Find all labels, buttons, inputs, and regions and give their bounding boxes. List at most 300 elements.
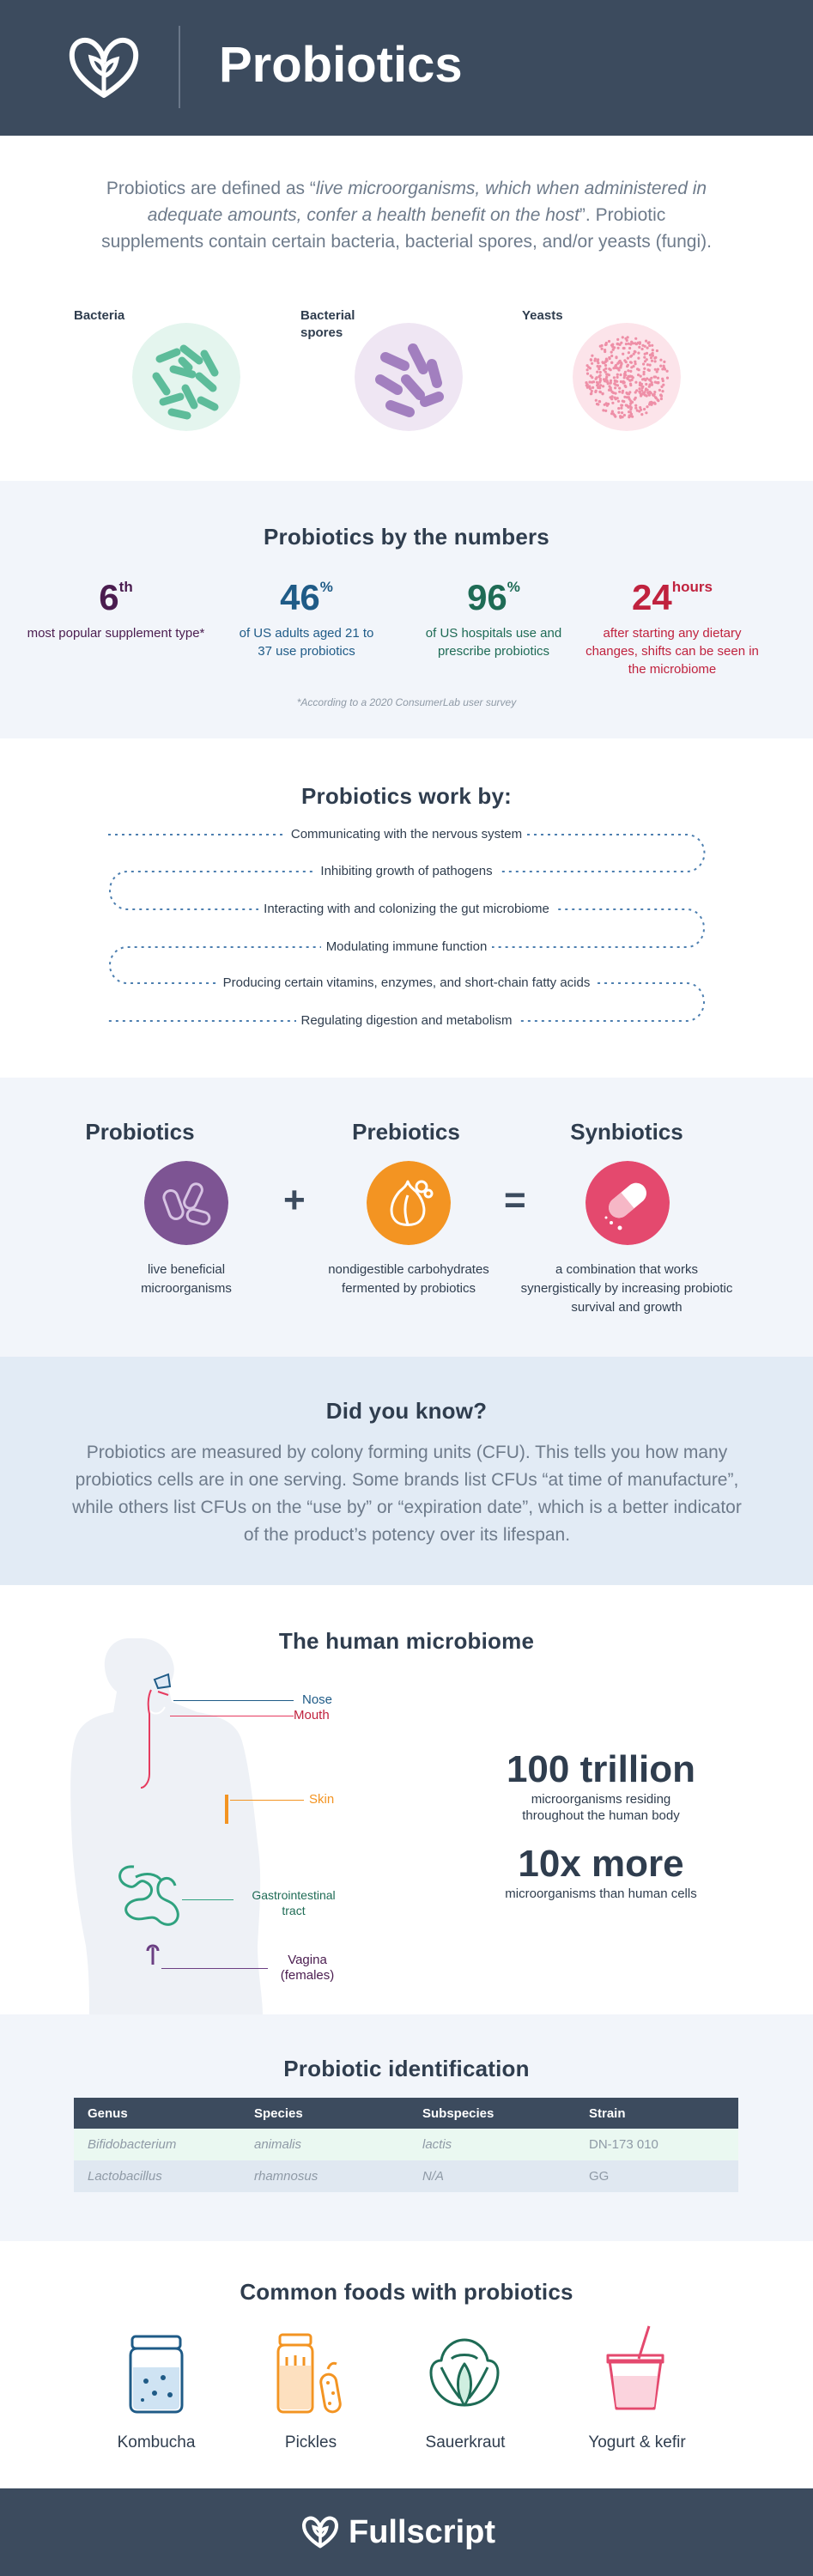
yeast-dot xyxy=(610,396,612,398)
human-body-silhouette xyxy=(0,1585,412,2014)
numbers-footnote: *According to a 2020 ConsumerLab user survey xyxy=(296,696,517,708)
bacterial-spores-icon xyxy=(355,323,463,431)
yeast-dot xyxy=(638,346,640,349)
yeast-dot xyxy=(616,397,619,399)
yeast-dot xyxy=(614,397,616,399)
yeast-dot xyxy=(610,382,612,385)
yeast-dot xyxy=(598,368,600,370)
yeast-dot xyxy=(646,363,649,366)
yeast-dot xyxy=(622,392,624,394)
yeast-dot xyxy=(654,368,657,371)
microbiome-stats xyxy=(464,1748,738,1902)
yeast-dot xyxy=(608,388,610,391)
yeast-dot xyxy=(604,380,606,382)
yeast-dot xyxy=(593,359,596,361)
yeast-dot xyxy=(624,337,627,340)
yeast-dot xyxy=(660,398,663,400)
yeast-dot xyxy=(634,407,637,410)
yeast-dot xyxy=(586,373,589,375)
plus-sign: + xyxy=(283,1179,306,1221)
foods-section xyxy=(0,2241,813,2488)
stat-label: of US hospitals use and prescribe probiotics xyxy=(425,626,562,659)
works-item: Producing certain vitamins, enzymes, and short-chain fatty acids xyxy=(0,975,813,990)
yeast-dot xyxy=(610,368,612,371)
stat-value: 24 xyxy=(632,577,672,617)
yeast-dot xyxy=(605,358,608,361)
yeast-dot xyxy=(656,370,658,373)
yeast-dot xyxy=(643,408,646,410)
yeast-dot xyxy=(606,380,609,383)
skin-line xyxy=(230,1800,304,1801)
yeast-dot xyxy=(617,343,620,345)
yeast-dot xyxy=(657,381,659,384)
yeast-dot xyxy=(599,371,602,374)
yeast-dot xyxy=(616,376,619,379)
yeast-dot xyxy=(601,348,604,350)
yeast-dot xyxy=(628,347,631,349)
stat-value: 46 xyxy=(280,577,320,617)
yeast-dot xyxy=(613,376,616,379)
yeast-dot xyxy=(630,361,633,364)
yeast-dot xyxy=(646,405,648,408)
yeast-dot xyxy=(596,381,598,384)
yeast-dot xyxy=(658,389,661,392)
yeast-dot xyxy=(623,374,626,377)
works-by-section xyxy=(0,738,813,1078)
yeast-dot xyxy=(605,402,608,404)
yeast-dot xyxy=(630,355,633,357)
stat-10x-more-desc: microorganisms than human cells xyxy=(505,1886,697,1901)
stat-adults xyxy=(216,578,397,660)
yeast-dot xyxy=(604,371,607,374)
food-label-pickles: Pickles xyxy=(284,2433,337,2451)
type-label-yeasts: Yeasts xyxy=(522,308,563,323)
yeast-dot xyxy=(651,360,653,362)
yeast-dot xyxy=(613,382,616,385)
identification-section xyxy=(0,2014,813,2241)
yeast-dot xyxy=(633,353,635,355)
yeast-dot xyxy=(624,385,627,387)
yeast-dot xyxy=(597,403,599,405)
stat-hours xyxy=(582,578,762,678)
footer xyxy=(0,2488,813,2576)
prebiotics-desc: nondigestible carbohydrates fermented by probiotics xyxy=(328,1262,489,1296)
yogurt-cup-icon xyxy=(604,2323,666,2412)
yeast-dot xyxy=(662,384,664,386)
yeast-dot xyxy=(608,374,610,376)
food-label-kombucha: Kombucha xyxy=(117,2433,196,2451)
yeast-dot xyxy=(619,416,622,419)
yeast-dot xyxy=(656,349,658,352)
intro-section xyxy=(0,136,813,481)
sauerkraut-cabbage-icon xyxy=(426,2333,503,2410)
yeast-dot xyxy=(640,389,643,392)
yeast-dot xyxy=(614,386,616,389)
bacteria-icon xyxy=(132,323,240,431)
works-item: Regulating digestion and metabolism xyxy=(0,1013,813,1028)
intro-text: Probiotics are defined as “live microorganisms, which when administered in adequate amounts, confer a health benefit on the host”. Probiotic supplements contain certain bacteria, bacterial spores, and/or yeasts (fungi). xyxy=(101,179,712,252)
yeast-dot xyxy=(644,345,646,348)
yeast-dot xyxy=(597,386,599,389)
yeast-dot xyxy=(599,391,602,393)
yeast-dot xyxy=(620,362,622,365)
yeast-dot xyxy=(635,343,638,345)
yeast-dot xyxy=(611,402,614,404)
yeast-dot xyxy=(616,338,619,341)
yeast-dot xyxy=(628,391,631,393)
gi-label: Gastrointestinal tract xyxy=(252,1888,336,1917)
food-label-yogurt-kefir: Yogurt & kefir xyxy=(588,2433,686,2451)
yeast-dot xyxy=(624,371,627,374)
cell-strain: GG xyxy=(575,2160,738,2192)
yeast-dot xyxy=(628,404,631,407)
yeast-dot xyxy=(617,347,620,349)
yeast-dot xyxy=(602,385,604,387)
yeast-dot xyxy=(637,357,640,360)
yeast-dot xyxy=(634,381,637,384)
yeast-dot xyxy=(627,369,629,372)
yeast-dot xyxy=(604,343,607,346)
skin-label: Skin xyxy=(309,1792,335,1807)
yeast-dot xyxy=(640,413,643,416)
yeast-dot xyxy=(654,356,657,359)
yeast-dot xyxy=(628,396,630,398)
yeast-dot xyxy=(629,370,632,373)
yeast-dot xyxy=(638,387,640,390)
yeast-dot xyxy=(637,352,640,355)
stat-label: of US adults aged 21 to 37 use probiotics xyxy=(239,626,374,659)
yeast-dot xyxy=(649,380,652,382)
yeast-dot xyxy=(595,376,598,379)
cell-strain: DN-173 010 xyxy=(575,2129,738,2160)
yeast-dot xyxy=(625,392,628,394)
yeast-dot xyxy=(629,415,632,417)
yeast-dot xyxy=(664,368,666,370)
yeast-dot xyxy=(629,383,632,386)
leaf-heart-logo-icon xyxy=(65,32,143,100)
yeast-dot xyxy=(611,391,614,393)
yeast-dot xyxy=(610,351,613,354)
yeast-dot xyxy=(629,343,632,345)
yeast-dot xyxy=(623,414,626,416)
yeast-dot xyxy=(653,402,656,404)
yeast-dot xyxy=(621,404,623,407)
yeast-dot xyxy=(645,340,647,343)
yeast-dot xyxy=(592,386,594,389)
yeast-dot xyxy=(653,391,656,393)
header-divider xyxy=(179,26,180,108)
yeast-dot xyxy=(604,368,607,370)
yeast-dot xyxy=(639,381,641,384)
yeast-dot xyxy=(638,342,640,344)
yeast-dot xyxy=(617,407,620,410)
works-item: Modulating immune function xyxy=(0,939,813,954)
yeast-dot xyxy=(622,380,625,383)
vagina-label: Vagina (females) xyxy=(280,1953,335,1983)
yeast-dot xyxy=(610,412,613,415)
type-label-bacteria: Bacteria xyxy=(74,308,125,323)
yeast-dot xyxy=(610,344,613,347)
yeast-dot xyxy=(653,375,656,378)
yeast-dot xyxy=(659,359,662,361)
yeast-dot xyxy=(616,374,619,376)
equals-sign: = xyxy=(504,1179,526,1221)
yeast-dot xyxy=(619,374,622,376)
yeast-dot xyxy=(634,361,636,363)
header-subspecies: Subspecies xyxy=(409,2098,575,2129)
yeast-dot xyxy=(608,356,610,359)
yeast-dot xyxy=(602,392,604,395)
synbiotics-heading: Synbiotics xyxy=(570,1119,683,1145)
yeast-dot xyxy=(649,354,652,356)
yeast-dot xyxy=(614,365,616,368)
yeast-dot xyxy=(585,381,587,384)
works-item: Communicating with the nervous system xyxy=(0,827,813,841)
yeast-dot xyxy=(615,355,617,358)
yeast-dot xyxy=(625,343,628,345)
cell-species: rhamnosus xyxy=(240,2160,409,2192)
synbiotics-desc: a combination that works synergistically by increasing probiotic survival and growth xyxy=(520,1262,733,1315)
yeast-dot xyxy=(662,380,664,382)
nose-label: Nose xyxy=(302,1692,333,1707)
yeast-dot xyxy=(590,374,592,377)
yeast-dot xyxy=(617,368,620,371)
yeast-dot xyxy=(630,375,633,378)
stat-value: 96 xyxy=(467,577,507,617)
identification-table xyxy=(74,2098,738,2192)
yeast-dot xyxy=(620,380,622,383)
yeast-dot xyxy=(646,347,649,349)
stat-suffix: hours xyxy=(671,579,713,595)
yeast-dot xyxy=(629,399,632,402)
prebiotics-heading: Prebiotics xyxy=(352,1119,460,1145)
prebiotics-garlic-icon xyxy=(367,1161,451,1245)
yeast-dot xyxy=(634,391,637,393)
yeast-dot xyxy=(596,371,598,374)
header-genus: Genus xyxy=(74,2098,240,2129)
microbiome-title: The human microbiome xyxy=(278,1628,535,1654)
yeast-dot xyxy=(622,336,624,338)
yeast-dot xyxy=(620,342,622,344)
yeast-dot xyxy=(634,398,636,401)
yeast-dot xyxy=(663,365,665,368)
yeast-dot xyxy=(645,383,647,386)
type-label-spores: Bacterial spores xyxy=(300,308,355,340)
stat-suffix: % xyxy=(507,579,520,595)
yeast-dot xyxy=(621,411,623,414)
microbiome-section xyxy=(0,1585,813,2014)
yeast-dot xyxy=(652,349,654,351)
yeast-dot xyxy=(618,391,621,393)
yeast-dot xyxy=(622,353,624,355)
yeast-dot xyxy=(648,383,651,386)
yeast-dot xyxy=(610,355,613,357)
table-row xyxy=(74,2160,738,2192)
probiotics-bacteria-icon xyxy=(144,1161,228,1245)
yeast-dot xyxy=(634,404,637,407)
yeast-dot xyxy=(604,364,607,367)
cell-genus: Bifidobacterium xyxy=(74,2129,240,2160)
mouth-label: Mouth xyxy=(294,1708,330,1722)
yeast-dot xyxy=(654,360,657,362)
gi-line xyxy=(182,1899,234,1900)
yeast-dot xyxy=(594,391,597,393)
yeast-dot xyxy=(645,389,647,392)
yeast-dot xyxy=(630,341,633,343)
yeast-dot xyxy=(592,380,595,383)
table-row xyxy=(74,2129,738,2160)
yeast-dot xyxy=(627,357,629,360)
yeast-dot xyxy=(666,377,669,380)
yeast-dot xyxy=(634,350,636,353)
yeast-dot xyxy=(648,403,651,405)
stat-100-trillion: 100 trillion xyxy=(506,1748,696,1790)
yeast-dot xyxy=(591,362,593,365)
yeast-dot xyxy=(637,374,640,376)
yeast-dot xyxy=(604,410,607,412)
yeast-dot xyxy=(609,385,611,387)
yeast-dot xyxy=(612,349,615,351)
stat-10x-more: 10x more xyxy=(518,1843,684,1885)
yeast-dot xyxy=(586,368,589,371)
yeast-dot xyxy=(599,374,602,377)
yeast-dot xyxy=(616,384,619,386)
yeast-dot xyxy=(590,358,592,361)
yeast-dot xyxy=(653,393,656,396)
yeast-dot xyxy=(657,399,659,402)
pickles-jar-icon xyxy=(271,2331,357,2415)
cell-subspecies: lactis xyxy=(409,2129,575,2160)
yeast-dot xyxy=(639,392,641,394)
vagina-line xyxy=(161,1968,268,1969)
yeast-dot xyxy=(651,344,653,347)
yeast-dot xyxy=(628,351,630,354)
yeast-dot xyxy=(617,411,620,414)
yeast-dot xyxy=(591,355,593,357)
stat-popularity xyxy=(26,578,206,642)
yeast-dot xyxy=(599,384,602,386)
yeast-dot xyxy=(642,373,645,375)
cell-subspecies: N/A xyxy=(409,2160,575,2192)
stat-suffix: th xyxy=(118,579,133,595)
yeast-dot xyxy=(666,370,669,373)
yeast-dot xyxy=(614,416,616,418)
yeast-dot xyxy=(648,344,651,347)
yeast-dot xyxy=(657,368,659,371)
header-species: Species xyxy=(240,2098,409,2129)
yeast-dot xyxy=(588,380,591,383)
works-item: Interacting with and colonizing the gut microbiome xyxy=(0,902,813,916)
yeast-dot xyxy=(643,368,646,370)
yeast-dot xyxy=(628,410,630,413)
yeast-dot xyxy=(598,400,601,403)
yeast-dot xyxy=(610,361,613,364)
synbiotics-capsule-icon xyxy=(585,1161,670,1245)
synbiotics-section xyxy=(0,1078,813,1357)
footer-brand-name: Fullscript xyxy=(349,2514,496,2550)
nose-line xyxy=(173,1700,294,1701)
dyk-title: Did you know? xyxy=(325,1398,488,1424)
yeast-dot xyxy=(642,362,645,365)
yeast-dot xyxy=(638,368,640,371)
yeast-dot xyxy=(640,409,642,411)
yeast-dot xyxy=(647,342,650,344)
yeast-dot xyxy=(644,360,646,362)
yeast-dot xyxy=(623,347,626,349)
yeast-dot xyxy=(619,366,622,368)
yeast-dot xyxy=(659,365,662,368)
yeast-dot xyxy=(630,366,633,368)
identification-title: Probiotic identification xyxy=(283,2056,530,2081)
yeast-dot xyxy=(629,402,632,404)
yeast-dot xyxy=(608,340,610,343)
yeast-dot xyxy=(587,386,590,388)
works-item: Inhibiting growth of pathogens xyxy=(0,864,813,878)
yeast-dot xyxy=(618,387,621,390)
yeast-dot xyxy=(644,353,646,355)
yeast-dot xyxy=(644,379,646,381)
yeast-dot xyxy=(622,400,624,403)
yeast-dot xyxy=(616,380,618,383)
yeast-dot xyxy=(641,348,644,350)
yeast-dot xyxy=(643,356,646,359)
did-you-know-section xyxy=(0,1357,813,1585)
yeast-dot xyxy=(645,411,647,414)
stat-100-trillion-desc: microorganisms residing throughout the human body xyxy=(522,1792,680,1823)
cell-genus: Lactobacillus xyxy=(74,2160,240,2192)
yeast-dot xyxy=(634,337,637,340)
kombucha-jar-icon xyxy=(125,2333,187,2415)
foods-title: Common foods with probiotics xyxy=(240,2279,573,2305)
yeast-dot xyxy=(597,360,599,362)
fullscript-logo-icon xyxy=(300,2512,340,2550)
stat-label: most popular supplement type* xyxy=(27,626,205,641)
yeast-dot xyxy=(617,400,620,403)
stat-value: 6 xyxy=(99,577,119,617)
yeast-dot xyxy=(657,377,659,380)
yeast-dot xyxy=(590,392,592,395)
yeast-dot xyxy=(598,381,601,384)
yeast-dot xyxy=(650,356,652,359)
yeast-dot xyxy=(601,361,604,363)
stat-hospitals xyxy=(403,578,584,660)
yeast-dot xyxy=(661,390,664,392)
yeast-dot xyxy=(642,392,645,394)
table-header-row xyxy=(74,2098,738,2129)
stat-label: after starting any dietary changes, shifts can be seen in the microbiome xyxy=(585,626,759,677)
yeast-dot xyxy=(591,390,593,392)
page-title: Probiotics xyxy=(219,37,463,93)
yeast-dot xyxy=(595,399,598,402)
header-strain: Strain xyxy=(575,2098,738,2129)
yeast-dot xyxy=(602,409,604,411)
works-title: Probiotics work by: xyxy=(300,783,513,809)
dyk-text: Probiotics are measured by colony forming units (CFU). This tells you how many probiotics cells are in one serving. Some brands list CFUs “at time of manufacture”, while others list CFUs on the “use by” or “expiration date”, which is a better indicator of the product’s potency over its lifespan. xyxy=(72,1443,742,1545)
stat-suffix: % xyxy=(319,579,333,595)
yeast-dot xyxy=(647,368,650,371)
numbers-section xyxy=(0,481,813,738)
yeast-dot xyxy=(601,344,604,347)
yeast-dot xyxy=(641,386,644,389)
yeast-dot xyxy=(586,364,589,367)
numbers-title: Probiotics by the numbers xyxy=(264,524,549,550)
yeast-dot xyxy=(589,387,592,390)
yeast-dot xyxy=(599,378,602,380)
cell-species: animalis xyxy=(240,2129,409,2160)
yeast-dot xyxy=(620,407,622,410)
yeast-dot xyxy=(659,393,662,396)
header xyxy=(0,0,813,136)
